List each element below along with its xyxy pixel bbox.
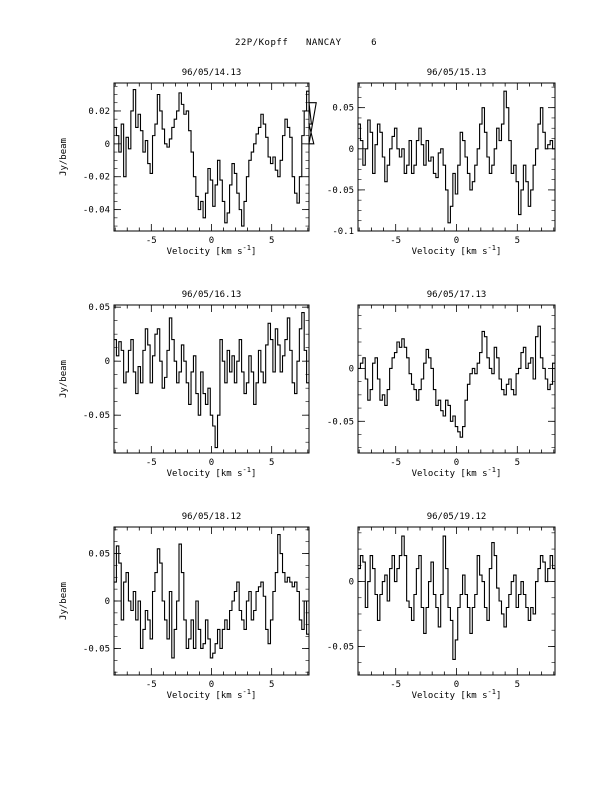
spectrum-line bbox=[358, 326, 555, 437]
spectrum-panel bbox=[59, 68, 316, 257]
y-tick-label: -0.05 bbox=[326, 185, 354, 196]
x-tick-label: 5 bbox=[514, 458, 521, 468]
x-tick-label: -5 bbox=[390, 236, 402, 246]
y-tick-label: -0.1 bbox=[332, 227, 354, 237]
y-tick-label: 0.05 bbox=[88, 549, 110, 560]
spectrum-line bbox=[114, 535, 309, 658]
plot-frame bbox=[114, 83, 309, 231]
panel-title: 96/05/17.13 bbox=[426, 290, 487, 300]
x-tick-label: -5 bbox=[145, 680, 157, 690]
y-tick-label: -0.02 bbox=[82, 172, 110, 183]
y-tick-label: -0.05 bbox=[326, 642, 354, 653]
x-axis-label: Velocity [km $s^{-1}$] bbox=[411, 244, 502, 257]
x-tick-label: 0 bbox=[453, 236, 460, 246]
y-tick-label: 0.05 bbox=[88, 303, 110, 314]
x-tick-label: 0 bbox=[453, 680, 460, 690]
y-tick-label: -0.05 bbox=[82, 644, 110, 655]
panel-title: 96/05/16.13 bbox=[181, 290, 242, 300]
spectrum-line bbox=[114, 90, 316, 226]
y-tick-label: 0 bbox=[104, 357, 110, 368]
panel-title: 96/05/15.13 bbox=[426, 68, 487, 78]
x-tick-label: 0 bbox=[208, 236, 215, 246]
panel-title: 96/05/18.12 bbox=[181, 512, 242, 522]
spectrum-line bbox=[358, 536, 555, 659]
x-tick-label: 5 bbox=[514, 680, 521, 690]
x-tick-label: -5 bbox=[390, 680, 402, 690]
x-tick-label: 0 bbox=[208, 680, 215, 690]
x-tick-label: 0 bbox=[208, 458, 215, 468]
x-axis-label: Velocity [km $s^{-1}$] bbox=[411, 466, 502, 479]
y-tick-label: 0 bbox=[104, 597, 110, 607]
y-axis-label: Jy/beam bbox=[59, 138, 69, 176]
panel-title: 96/05/19.12 bbox=[426, 512, 487, 522]
spectrum-panel bbox=[327, 68, 555, 257]
x-tick-label: 5 bbox=[514, 236, 521, 246]
y-tick-label: -0.05 bbox=[326, 417, 354, 428]
x-tick-label: -5 bbox=[390, 458, 402, 468]
spectrum-panel bbox=[327, 512, 555, 701]
plot-frame bbox=[358, 305, 555, 453]
x-axis-label: Velocity [km $s^{-1}$] bbox=[411, 688, 502, 701]
x-axis-label: Velocity [km $s^{-1}$] bbox=[166, 466, 257, 479]
y-tick-label: 0 bbox=[104, 139, 110, 150]
y-axis-label: Jy/beam bbox=[59, 360, 69, 398]
spectrum-line bbox=[358, 91, 555, 223]
spectrum-panel bbox=[59, 290, 309, 479]
y-tick-label: 0 bbox=[348, 144, 354, 155]
y-tick-label: -0.05 bbox=[82, 411, 110, 422]
x-axis-label: Velocity [km $s^{-1}$] bbox=[166, 244, 257, 257]
x-tick-label: 0 bbox=[453, 458, 460, 468]
y-tick-label: 0 bbox=[348, 364, 354, 375]
page-title: 22P/Kopff NANCAY 6 bbox=[234, 38, 378, 48]
y-axis-label: Jy/beam bbox=[59, 582, 69, 620]
spectrum-panel bbox=[327, 290, 555, 479]
spectrum-panel bbox=[59, 512, 309, 701]
plot-frame bbox=[358, 83, 555, 231]
x-tick-label: -5 bbox=[145, 458, 157, 468]
x-tick-label: -5 bbox=[145, 236, 157, 246]
spectrum-line bbox=[114, 313, 309, 448]
x-tick-label: 5 bbox=[268, 236, 275, 246]
x-tick-label: 5 bbox=[268, 680, 275, 690]
panel-title: 96/05/14.13 bbox=[181, 68, 242, 78]
y-tick-label: 0.05 bbox=[332, 103, 354, 114]
x-tick-label: 5 bbox=[268, 458, 275, 468]
y-tick-label: 0.02 bbox=[88, 106, 110, 117]
x-axis-label: Velocity [km $s^{-1}$] bbox=[166, 688, 257, 701]
y-tick-label: 0 bbox=[348, 577, 354, 588]
y-tick-label: -0.04 bbox=[82, 205, 110, 216]
